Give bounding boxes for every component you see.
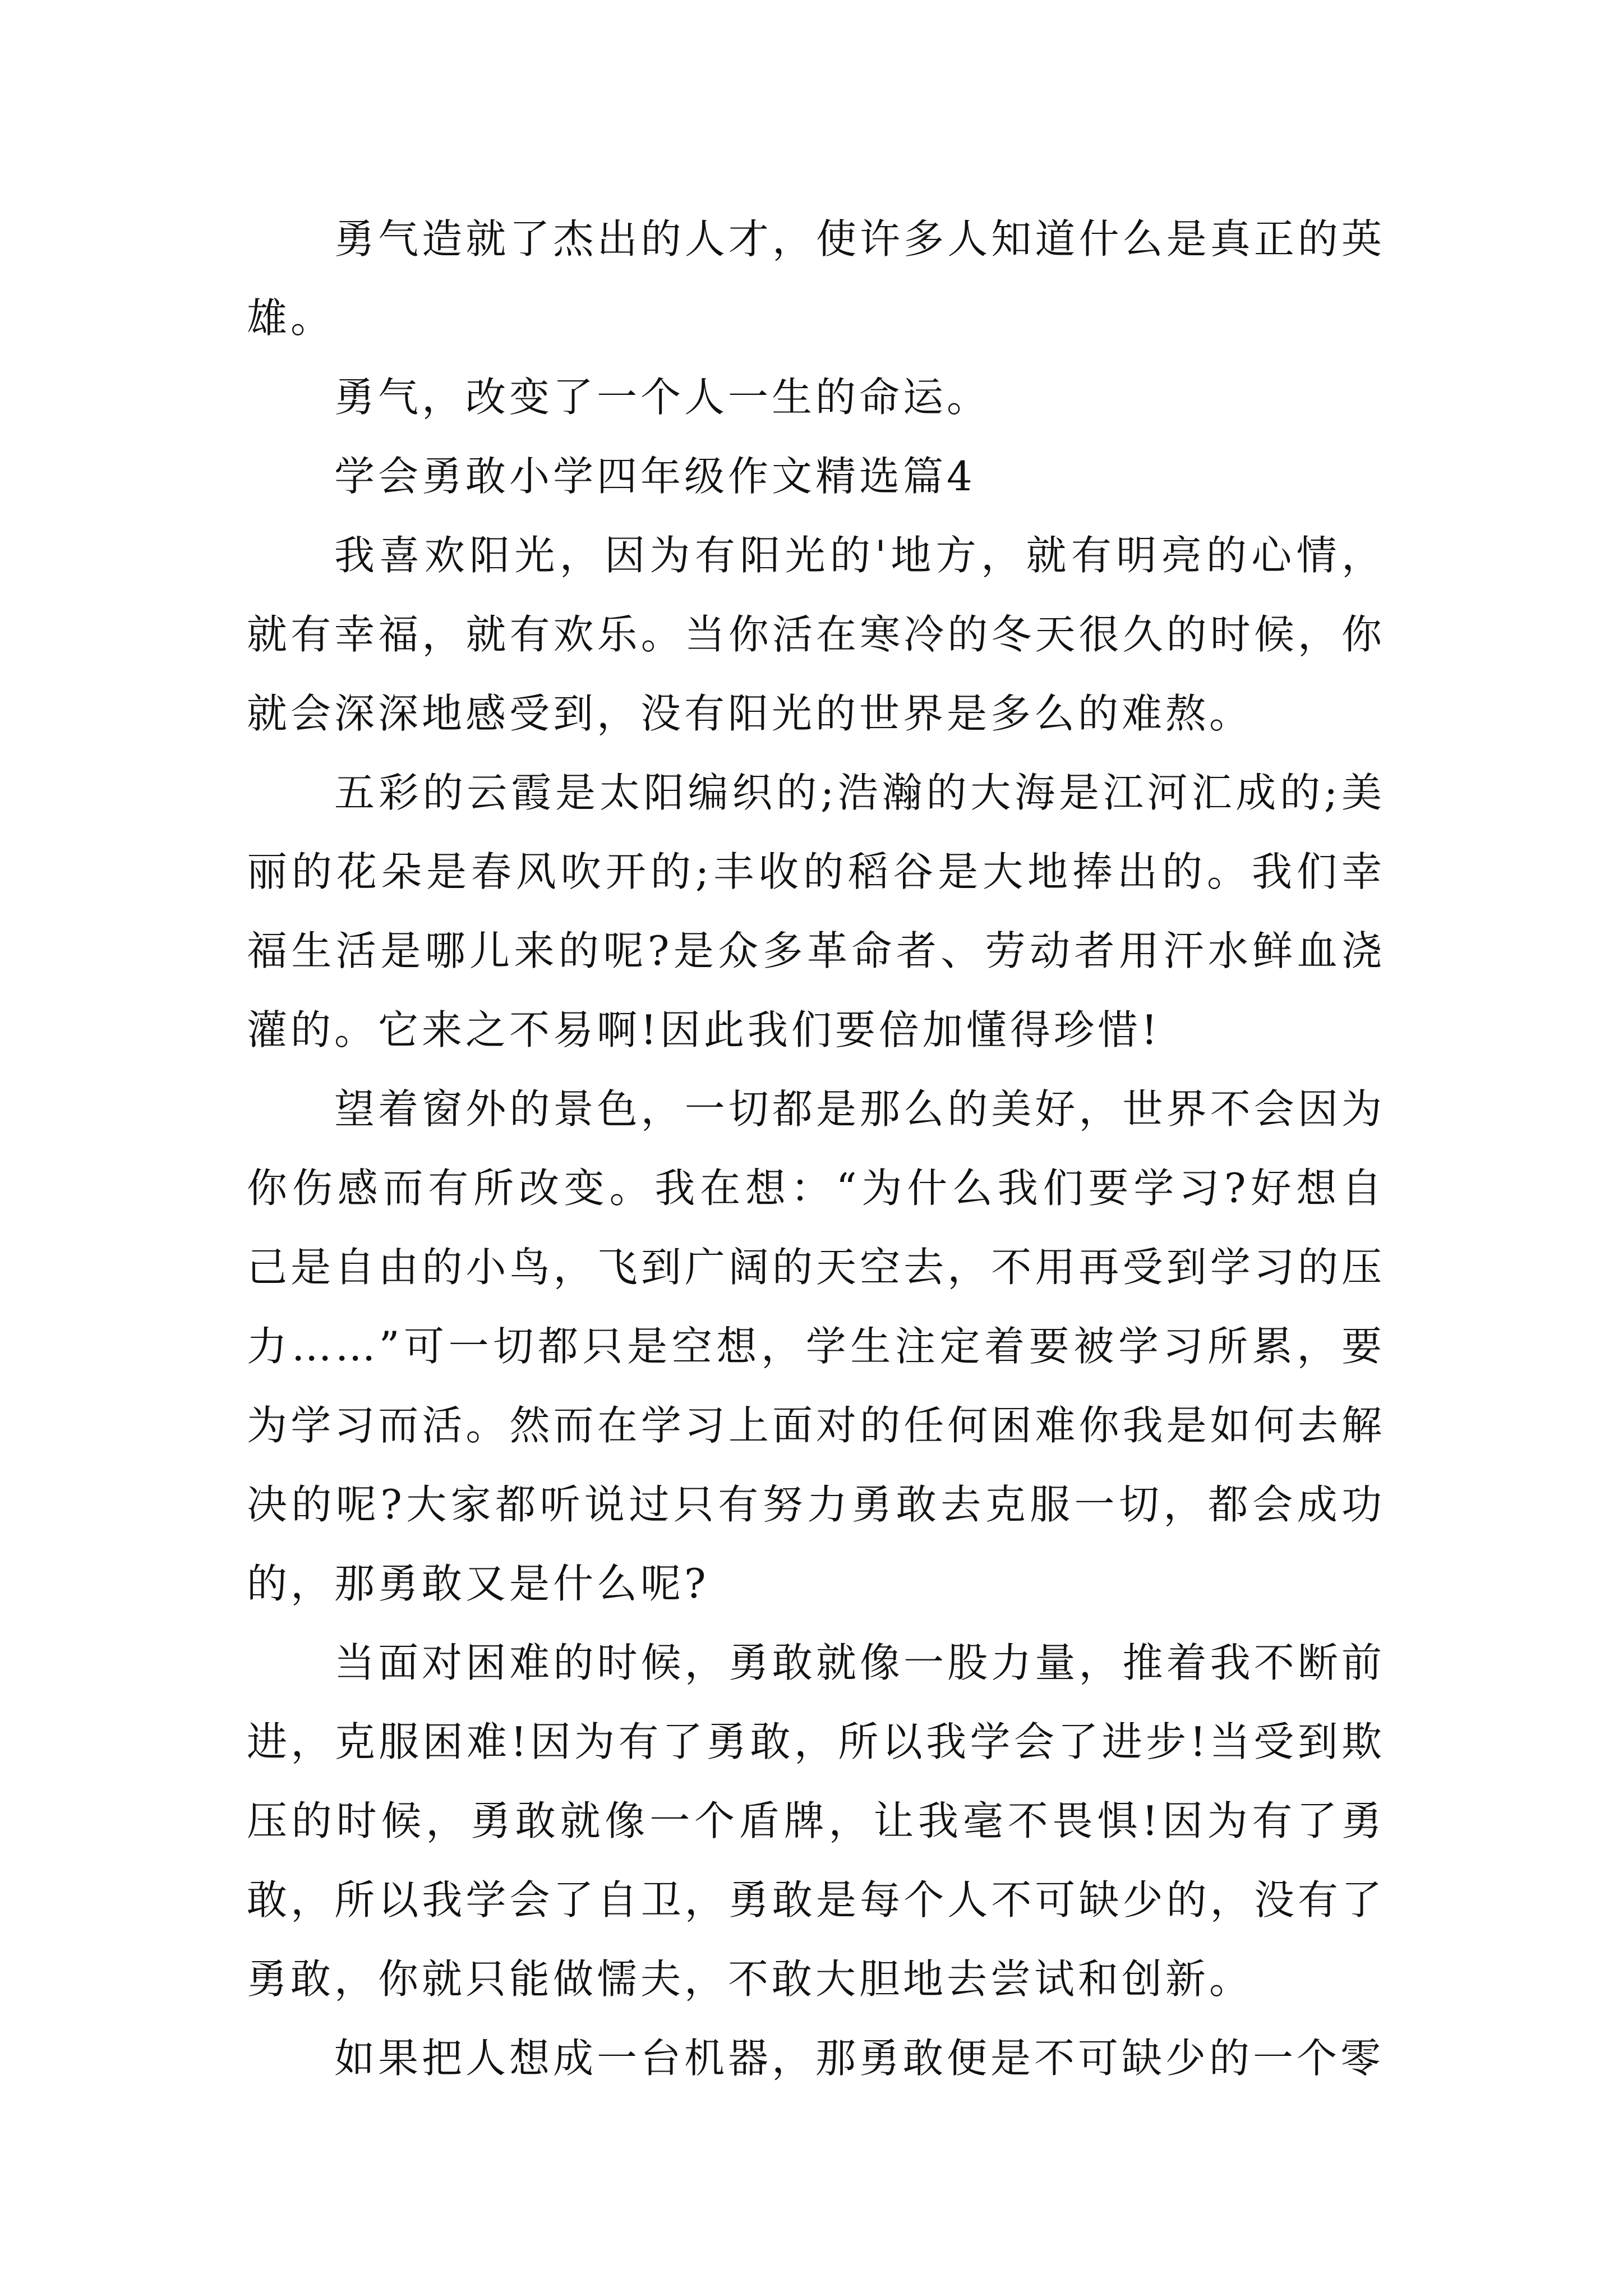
paragraph-5: 望着窗外的景色，一切都是那么的美好，世界不会因为你伤感而有所改变。我在想：“为什么我们要学习?好想自己是自由的小鸟，飞到广阔的天空去，不用再受到学习的压力……”可一切都只是空想，学生注定着要被学习所累，要为学习而活。然而在学习上面对的任何困难你我是如何去解决的呢?大家都听说过只有努力勇敢去克服一切，都会成功的，那勇敢又是什么呢? <box>247 1085 1385 1607</box>
document-body <box>247 200 1385 2098</box>
paragraph-7: 如果把人想成一台机器，那勇敢便是不可缺少的一个零 <box>334 2035 1385 2082</box>
paragraph-2: 勇气，改变了一个人一生的命运。 <box>334 374 991 421</box>
paragraph-1: 勇气造就了杰出的人才，使许多人知道什么是真正的英雄。 <box>247 215 1385 342</box>
paragraph-3: 我喜欢阳光，因为有阳光的'地方，就有明亮的心情，就有幸福，就有欢乐。当你活在寒冷的冬天很久的时候，你就会深深地感受到，没有阳光的世界是多么的难熬。 <box>247 532 1385 737</box>
paragraph-4: 五彩的云霞是太阳编织的;浩瀚的大海是江河汇成的;美丽的花朵是春风吹开的;丰收的稻谷是大地捧出的。我们幸福生活是哪儿来的呢?是众多革命者、劳动者用汗水鲜血浇灌的。它来之不易啊!因此我们要倍加懂得珍惜! <box>247 769 1385 1053</box>
section-heading: 学会勇敢小学四年级作文精选篇4 <box>334 453 976 500</box>
paragraph-6: 当面对困难的时候，勇敢就像一股力量，推着我不断前进，克服困难!因为有了勇敢，所以我学会了进步!当受到欺压的时候，勇敢就像一个盾牌，让我毫不畏惧!因为有了勇敢，所以我学会了自卫，勇敢是每个人不可缺少的，没有了勇敢，你就只能做懦夫，不敢大胆地去尝试和创新。 <box>247 1639 1385 2003</box>
